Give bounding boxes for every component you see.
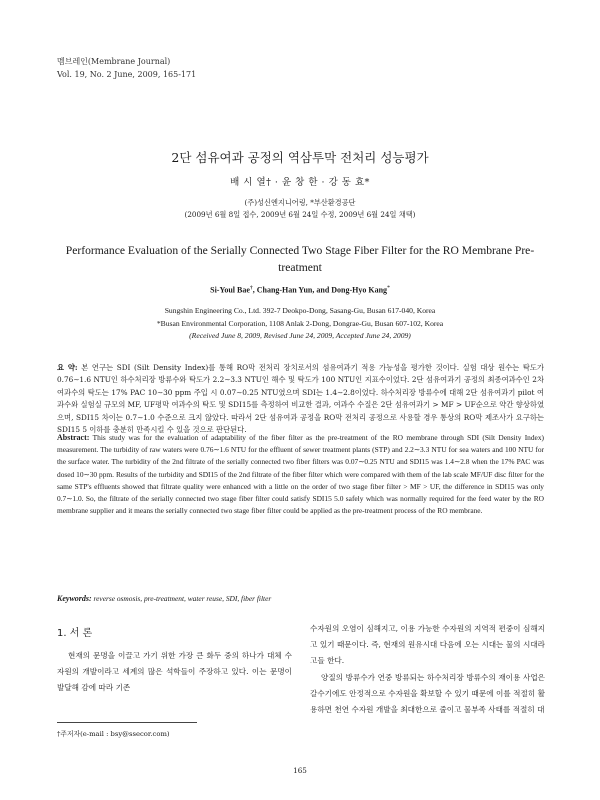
body-column-right [310,621,545,718]
received-dates: (Received June 8, 2009, Revised June 24, 2009, Accepted June 24, 2009) [189,331,411,340]
authors-english [0,285,600,295]
affiliation-korean [0,197,600,221]
body-column-left [57,648,292,697]
affiliation-english-line-2: *Busan Environmental Corporation, 1108 Anlak 2-Dong, Dongrae-Gu, Busan 607-102, Korea [156,318,444,328]
keywords-text: reverse osmosis, pre-treatment, water reuse, SDI, fiber filter [93,594,272,603]
page-number: 165 [293,766,307,775]
journal-header [57,56,196,81]
abstract-english [57,432,544,517]
author-3-mark: * [387,285,390,291]
journal-name: 멤브레인(Membrane Journal) [57,57,171,66]
keywords-label: Keywords: [57,594,92,603]
authors-rest: , Chang-Han Yun, and Dong-Hyo Kang [252,285,388,295]
author-1: Si-Youl Bae [210,285,250,295]
body-paragraph: 양질의 방류수가 연중 방류되는 하수처리장 방류수의 재이용 사업은 갈수기에도 안정적으로 수자원을 확보할 수 있기 때문에 이를 적절히 활용하면 천연 수자원 개발을 최대한으로 줄이고 물부족 사태를 적절히 대 [310,672,545,715]
affiliation-english [0,305,600,343]
title-english: Performance Evaluation of the Serially Connected Two Stage Fiber Filter for the RO Membrane Pre-treatment [65,244,535,274]
abstract-korean-label: 요 약: [57,363,78,372]
body-paragraph: 수자원의 오염이 심해지고, 이용 가능한 수자원의 지역적 편중이 심해지고 있기 때문이다. 즉, 현재의 원유시대 다음에 오는 시대는 물의 시대라고들 한다. [310,624,545,666]
author-1-mark: † [249,285,253,291]
affiliation-english-line-1: Sungshin Engineering Co., Ltd. 392-7 Deokpo-Dong, Sasang-Gu, Busan 617-040, Korea [164,306,436,315]
footnote: †주저자(e-mail : bsy@ssecor.com) [57,730,170,738]
affiliation-korean-line: (주)성신엔지니어링, *부산환경공단 [244,198,356,207]
authors-korean: 배 시 열† · 윤 창 한 · 강 동 효* [230,177,370,188]
abstract-korean-text: 본 연구는 SDI (Silt Density Index)를 통해 RO막 전처리 장치로서의 섬유여과기 적용 가능성을 평가한 것이다. 실험 대상 원수는 탁도가 0.76∼1.6 NTU인 하수처리장 방류수와 탁도가 2.2∼3.3 NTU인 해수 및 탁도가 100 NTU인 지표수이었다. 2단 섬유여과기 공정의 최종여과수인 2차 여과수의 탁도는 17% PAC 10∼30 ppm 주입 시 0.07∼0.25 NTU였으며 SDI는 1.4∼2.8이었다. 하수처리장 방류수에 대해 2단 섬유여과기 pilot 여과수와 실험실 규모의 MF, UF평막 여과수의 탁도 및 SDI15를 측정하여 비교한 결과, 여과수 수질은 2단 섬유여과기 > MF > UF순으로 약간 향상하였으며, SDI15 차이는 0.7∼1.0 수준으로 크지 않았다. 따라서 2단 섬유여과 공정을 RO막 전처리 공정으로 사용할 경우 통상의 RO막 제조사가 요구하는 SDI15 5 이하를 충분히 만족시킬 수 있을 것으로 판단된다. [57,363,544,435]
dates-korean: (2009년 6월 8일 접수, 2009년 6월 24일 수정, 2009년 6월 24일 채택) [184,210,416,219]
section-heading: 1. 서 론 [57,628,93,639]
abstract-english-text: This study was for the evaluation of adaptability of the fiber filter as the pre-treatment of the RO membrane through SDI (Silt Density Index) measurement. The turbidity of raw waters were 0.76∼1.6 NTU for the effluent of sewer treatment plants (STP) and 2.2∼3.3 NTU for sea waters and 100 NTU for the surface water. The turbidity of the 2nd filtrate of the serially connected two fiber filters was 0.07∼0.25 NTU and SDI15 was 1.4∼2.8 when the 17% PAC was dosed 10∼30 ppm. Results of the turbidity and SDI15 of the 2nd filtrate of the fiber filter which were compared with them of the lab scale MF/UF disc filter for the same STP's effluents showed that filtrate quality were enhanced with a little on the order of two stage fiber filter > MF > UF, the difference in SDI15 was only 0.7∼1.0. So, the filtrate of the serially connected two stage fiber filter could satisfy SDI15 5.0 safely which was normally required for the feed water by the RO membrane supplier and it means the serially connected two stage fiber filter could be applied as the pre-treatment process of the RO membrane. [57,433,544,516]
title-korean: 2단 섬유여과 공정의 역삼투막 전처리 성능평가 [171,150,429,165]
keywords [57,594,544,603]
abstract-english-label: Abstract: [57,433,90,442]
abstract-korean [57,362,544,436]
body-paragraph: 현재의 문명을 이끌고 가기 위한 가장 큰 화두 중의 하나가 대체 수자원의 개발이라고 세계의 많은 석학들이 주장하고 있다. 이는 문명이 발달해 감에 따라 기존 [57,651,292,693]
journal-citation: Vol. 19, No. 2 June, 2009, 165-171 [57,69,197,79]
footnote-divider [57,722,197,723]
